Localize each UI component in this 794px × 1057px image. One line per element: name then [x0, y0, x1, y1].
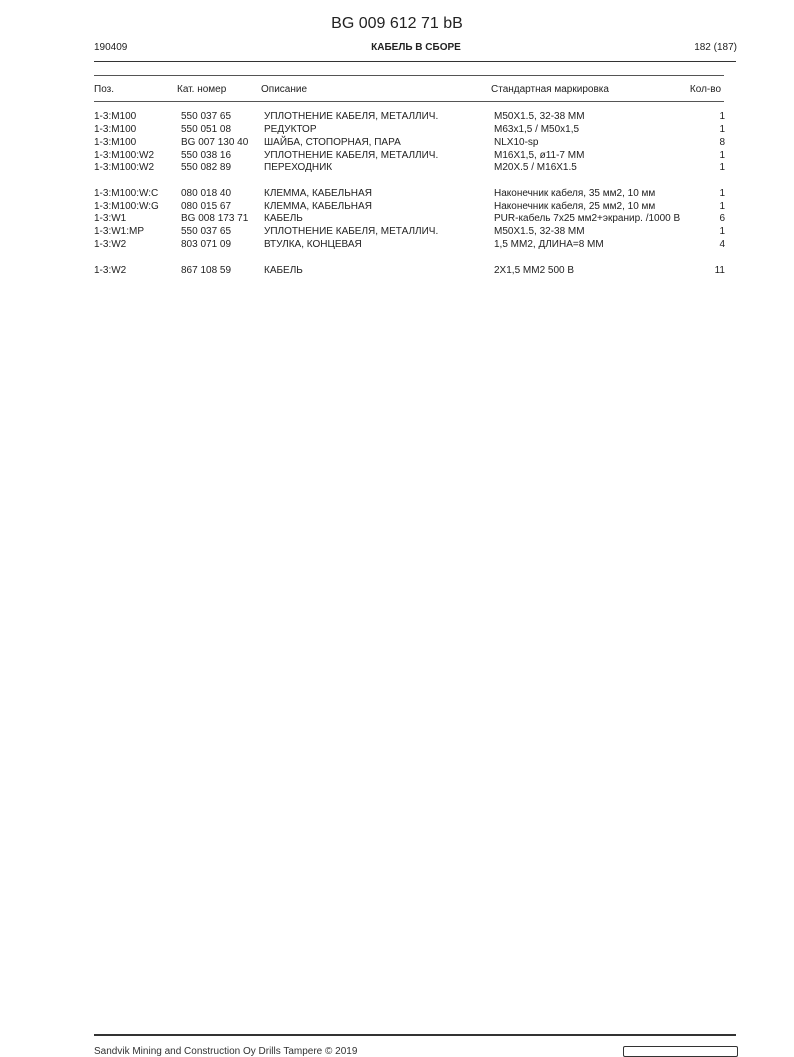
cell-pos: 1-3:M100:W2	[94, 162, 155, 173]
cell-pos: 1-3:W2	[94, 239, 127, 250]
cell-cat: 550 082 89	[181, 162, 232, 173]
cell-qty: 1	[719, 111, 725, 122]
cell-pos: 1-3:M100:W:G	[94, 201, 159, 212]
cell-pos: 1-3:W1	[94, 213, 127, 224]
column-header-qty: Кол-во	[689, 84, 721, 95]
cell-desc: УПЛОТНЕНИЕ КАБЕЛЯ, МЕТАЛЛИЧ.	[264, 226, 439, 237]
cell-pos: 1-3:W2	[94, 265, 127, 276]
cell-pos: 1-3:M100	[94, 124, 137, 135]
sandvik-logo	[623, 1046, 738, 1057]
document-date: 190409	[94, 42, 128, 53]
table-row	[0, 124, 794, 136]
cell-qty: 8	[719, 137, 725, 148]
page-title: КАБЕЛЬ В СБОРЕ	[371, 42, 461, 53]
cell-cat: 550 051 08	[181, 124, 232, 135]
table-top-divider	[94, 75, 724, 76]
cell-desc: КЛЕММА, КАБЕЛЬНАЯ	[264, 201, 372, 212]
cell-mark: M50X1.5, 32-38 MM	[494, 111, 585, 122]
cell-desc: ВТУЛКА, КОНЦЕВАЯ	[264, 239, 362, 250]
table-row	[0, 137, 794, 149]
cell-qty: 4	[719, 239, 725, 250]
cell-qty: 1	[719, 188, 725, 199]
column-header-cat: Кат. номер	[177, 84, 227, 95]
cell-mark: M63x1,5 / M50x1,5	[494, 124, 580, 135]
header-divider	[94, 61, 736, 62]
cell-qty: 11	[714, 265, 725, 276]
cell-mark: M20X.5 / M16X1.5	[494, 162, 577, 173]
footer-text: Sandvik Mining and Construction Oy Drills Tampere © 2019	[94, 1046, 358, 1057]
cell-mark: 1,5 ММ2, ДЛИНА=8 ММ	[494, 239, 604, 250]
cell-cat: BG 008 173 71	[181, 213, 249, 224]
column-header-pos: Поз.	[94, 84, 114, 95]
cell-mark: M16X1,5, ø11-7 MM	[494, 150, 585, 161]
table-row	[0, 265, 794, 277]
cell-cat: 550 038 16	[181, 150, 232, 161]
cell-desc: УПЛОТНЕНИЕ КАБЕЛЯ, МЕТАЛЛИЧ.	[264, 150, 439, 161]
cell-mark: PUR-кабель 7x25 мм2+экранир. /1000 В	[494, 213, 681, 224]
cell-qty: 1	[719, 226, 725, 237]
cell-cat: 803 071 09	[181, 239, 232, 250]
cell-qty: 1	[719, 201, 725, 212]
cell-cat: 080 018 40	[181, 188, 232, 199]
cell-qty: 6	[719, 213, 725, 224]
cell-cat: 080 015 67	[181, 201, 232, 212]
cell-desc: КАБЕЛЬ	[264, 265, 303, 276]
table-row	[0, 226, 794, 238]
cell-mark: NLX10-sp	[494, 137, 539, 148]
cell-desc: ПЕРЕХОДНИК	[264, 162, 333, 173]
cell-pos: 1-3:M100	[94, 137, 137, 148]
cell-qty: 1	[719, 150, 725, 161]
table-row	[0, 111, 794, 123]
column-header-desc: Описание	[261, 84, 308, 95]
cell-pos: 1-3:M100	[94, 111, 137, 122]
cell-pos: 1-3:M100:W:C	[94, 188, 159, 199]
cell-cat: 550 037 65	[181, 226, 232, 237]
cell-desc: ШАЙБА, СТОПОРНАЯ, ПАРА	[264, 137, 401, 148]
cell-desc: КЛЕММА, КАБЕЛЬНАЯ	[264, 188, 372, 199]
cell-desc: УПЛОТНЕНИЕ КАБЕЛЯ, МЕТАЛЛИЧ.	[264, 111, 439, 122]
page-number: 182 (187)	[694, 42, 737, 53]
cell-cat: 550 037 65	[181, 111, 232, 122]
cell-qty: 1	[719, 162, 725, 173]
table-row	[0, 239, 794, 251]
table-row	[0, 150, 794, 162]
table-row	[0, 188, 794, 200]
table-row	[0, 213, 794, 225]
cell-mark: Наконечник кабеля, 25 мм2, 10 мм	[494, 201, 656, 212]
cell-cat: BG 007 130 40	[181, 137, 249, 148]
cell-qty: 1	[719, 124, 725, 135]
column-header-mark: Стандартная маркировка	[491, 84, 609, 95]
cell-pos: 1-3:M100:W2	[94, 150, 155, 161]
cell-mark: 2X1,5 ММ2 500 В	[494, 265, 575, 276]
cell-desc: РЕДУКТОР	[264, 124, 317, 135]
table-row	[0, 162, 794, 174]
cell-pos: 1-3:W1:MP	[94, 226, 145, 237]
footer-divider	[94, 1034, 736, 1036]
cell-mark: Наконечник кабеля, 35 мм2, 10 мм	[494, 188, 656, 199]
document-number: BG 009 612 71 bB	[331, 15, 463, 32]
table-header-divider	[94, 101, 724, 102]
cell-mark: M50X1.5, 32-38 MM	[494, 226, 585, 237]
cell-desc: КАБЕЛЬ	[264, 213, 303, 224]
table-row	[0, 201, 794, 213]
cell-cat: 867 108 59	[181, 265, 232, 276]
